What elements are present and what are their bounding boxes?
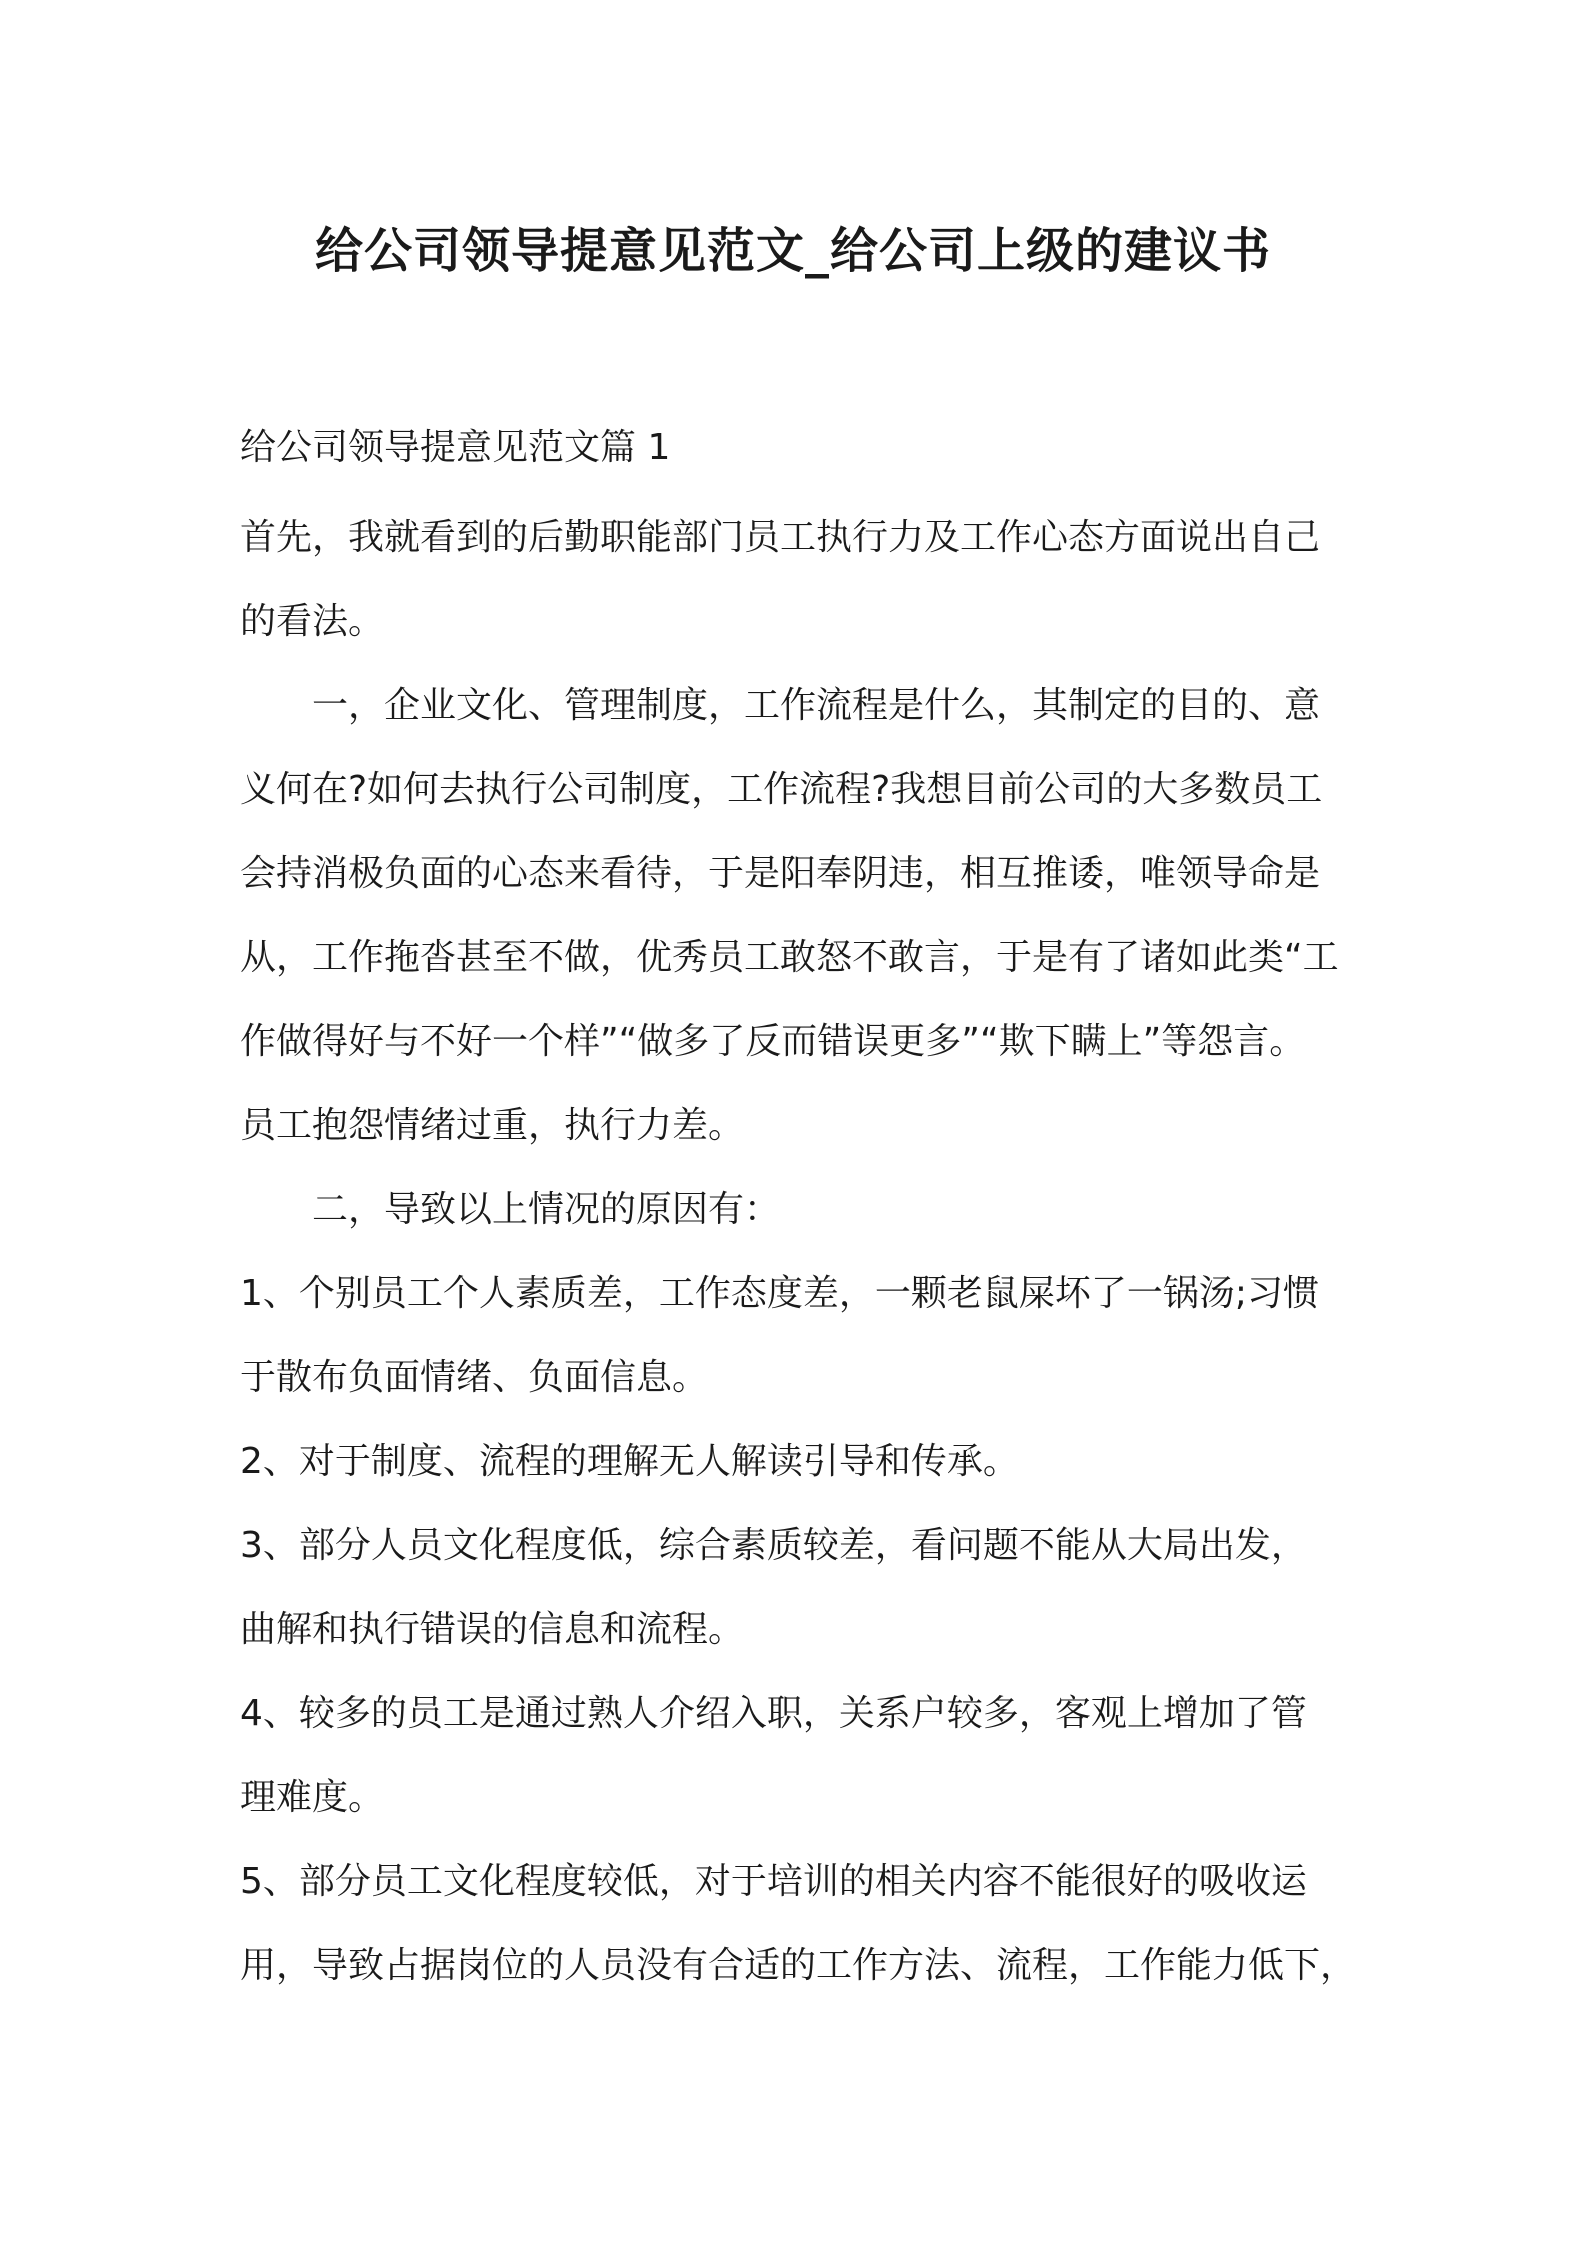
document-title: 给公司领导提意见范文_给公司上级的建议书: [314, 223, 1271, 279]
text-line: 曲解和执行错误的信息和流程。: [240, 1609, 745, 1650]
text-line: 二，导致以上情况的原因有：: [312, 1189, 781, 1230]
text-line: 从，工作拖沓甚至不做，优秀员工敢怒不敢言，于是有了诸如此类“工: [240, 937, 1339, 978]
text-line: 2、对于制度、流程的理解无人解读引导和传承。: [240, 1441, 1019, 1482]
section-heading: 给公司领导提意见范文篇 1: [240, 427, 671, 468]
text-line: 会持消极负面的心态来看待，于是阳奉阴违，相互推诿，唯领导命是: [240, 853, 1321, 894]
text-line: 于散布负面情绪、负面信息。: [240, 1357, 709, 1398]
text-line: 一，企业文化、管理制度，工作流程是什么，其制定的目的、意: [312, 685, 1321, 726]
document-body: [240, 418, 1360, 2008]
text-line: 用，导致占据岗位的人员没有合适的工作方法、流程，工作能力低下，: [240, 1945, 1357, 1986]
text-line: 首先，我就看到的后勤职能部门员工执行力及工作心态方面说出自己: [240, 517, 1321, 558]
text-line: 义何在?如何去执行公司制度，工作流程?我想目前公司的大多数员工: [240, 769, 1323, 810]
text-line: 4、较多的员工是通过熟人介绍入职，关系户较多，客观上增加了管: [240, 1693, 1307, 1734]
text-line: 5、部分员工文化程度较低，对于培训的相关内容不能很好的吸收运: [240, 1861, 1307, 1902]
text-line: 理难度。: [240, 1777, 385, 1818]
text-line: 作做得好与不好一个样”“做多了反而错误更多”“欺下瞒上”等怨言。: [240, 1021, 1306, 1062]
text-line: 3、部分人员文化程度低，综合素质较差，看问题不能从大局出发，: [240, 1525, 1307, 1566]
text-line: 员工抱怨情绪过重，执行力差。: [240, 1105, 745, 1146]
text-line: 1、个别员工个人素质差，工作态度差，一颗老鼠屎坏了一锅汤;习惯: [240, 1273, 1320, 1314]
text-line: 的看法。: [240, 601, 385, 642]
